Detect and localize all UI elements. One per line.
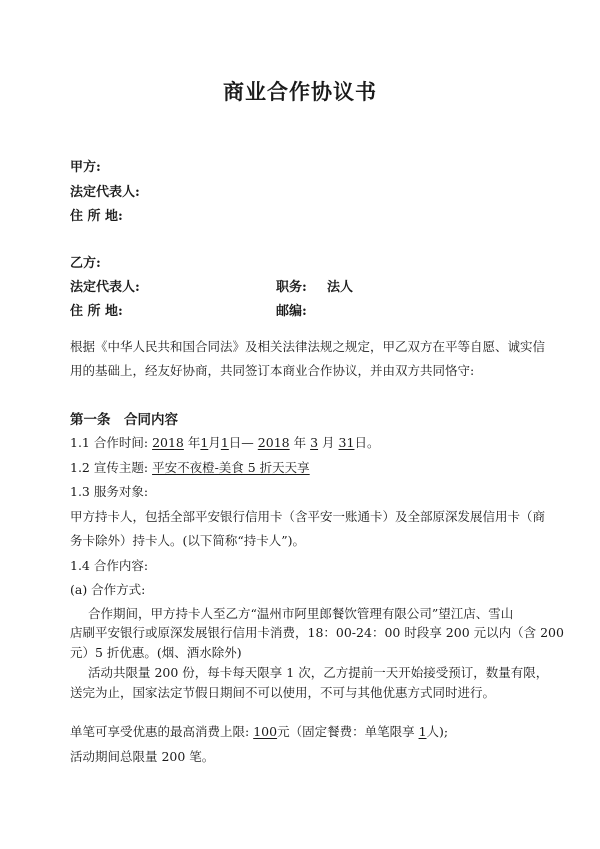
limits-line-2: 活动期间总限量 200 笔。 xyxy=(70,749,215,764)
start-month: 1 xyxy=(200,435,209,450)
article-1-heading: 第一条 合同内容 xyxy=(70,412,178,428)
item-1-4-sub-a: (a) 合作方式: xyxy=(70,582,146,597)
month-char: 月 xyxy=(208,435,221,450)
item-1-4-label: 1.4 合作内容: xyxy=(70,558,149,573)
end-day: 31 xyxy=(338,435,355,450)
party-a-label: 甲方: xyxy=(70,160,101,175)
item-1-3-line-2: 务卡除外）持卡人。(以下简称“持卡人”)。 xyxy=(70,533,306,548)
party-a-address-label: 住 所 地: xyxy=(70,209,123,224)
preamble-line-1: 根据《中华人民共和国合同法》及相关法律法规之规定，甲乙双方在平等自愿、诚实信 xyxy=(70,339,546,354)
limits-line-1 xyxy=(70,722,448,740)
party-b-postcode-label: 邮编: xyxy=(276,304,307,319)
party-a-rep-label: 法定代表人: xyxy=(70,185,140,200)
limits-prefix: 单笔可享受优惠的最高消费上限: xyxy=(70,724,250,739)
start-day: 1 xyxy=(220,435,229,450)
item-1-3-label: 1.3 服务对象: xyxy=(70,484,149,499)
item-1-2-prefix: 1.2 宣传主题: xyxy=(70,460,149,475)
party-b-position-label: 职务: xyxy=(276,280,307,295)
item-1-4-para-2-line-2: 送完为止，国家法定节假日期间不可以使用，不可与其他优惠方式同时进行。 xyxy=(70,685,496,700)
party-b-address-label: 住 所 地: xyxy=(70,304,123,319)
limits-count: 1 xyxy=(418,724,427,739)
limits-amount: 100 xyxy=(253,724,278,739)
month-char-2: 月 xyxy=(322,435,335,450)
day-end: 日。 xyxy=(354,435,380,450)
item-1-4-para-2-line-1: 活动共限量 200 份，每卡每天限享 1 次，乙方提前一天开始接受预订，数量有限， xyxy=(88,665,549,680)
item-1-1-prefix: 1.1 合作时间: xyxy=(70,435,149,450)
item-1-4-para-1-line-2: 店刷平安银行或原深发展银行信用卡消费，18：00-24：00 时段享 200 元以内（含 200 xyxy=(70,625,564,640)
party-b-label: 乙方: xyxy=(70,256,101,271)
party-b-rep-label: 法定代表人: xyxy=(70,280,140,295)
promotion-theme-value: 平安不夜橙-美食 5 折天天享 xyxy=(152,460,310,475)
item-1-2-promotion-theme xyxy=(70,458,310,476)
item-1-4-para-1-line-3: 元）5 折优惠。(烟、酒水除外) xyxy=(70,645,242,660)
preamble-line-2: 用的基础上，经友好协商，共同签订本商业合作协议，并由双方共同恪守: xyxy=(70,363,475,378)
item-1-1-cooperation-period xyxy=(70,433,379,451)
end-year: 2018 xyxy=(257,435,290,450)
item-1-3-line-1: 甲方持卡人，包括全部平安银行信用卡（含平安一账通卡）及全部原深发展信用卡（商 xyxy=(70,509,546,524)
document-title: 商业合作协议书 xyxy=(223,79,377,104)
day-dash: 日— xyxy=(228,435,254,450)
item-1-4-para-1-line-1: 合作期间，甲方持卡人至乙方“温州市阿里郎餐饮管理有限公司”望江店、雪山 xyxy=(88,606,514,621)
year-char: 年 xyxy=(187,435,201,450)
start-year: 2018 xyxy=(152,435,184,450)
party-b-position-value: 法人 xyxy=(327,280,354,295)
limits-mid: 元（固定餐费：单笔限享 xyxy=(277,724,415,739)
year-char-2: 年 xyxy=(293,435,307,450)
limits-suffix: 人); xyxy=(426,724,449,739)
end-month: 3 xyxy=(310,435,319,450)
